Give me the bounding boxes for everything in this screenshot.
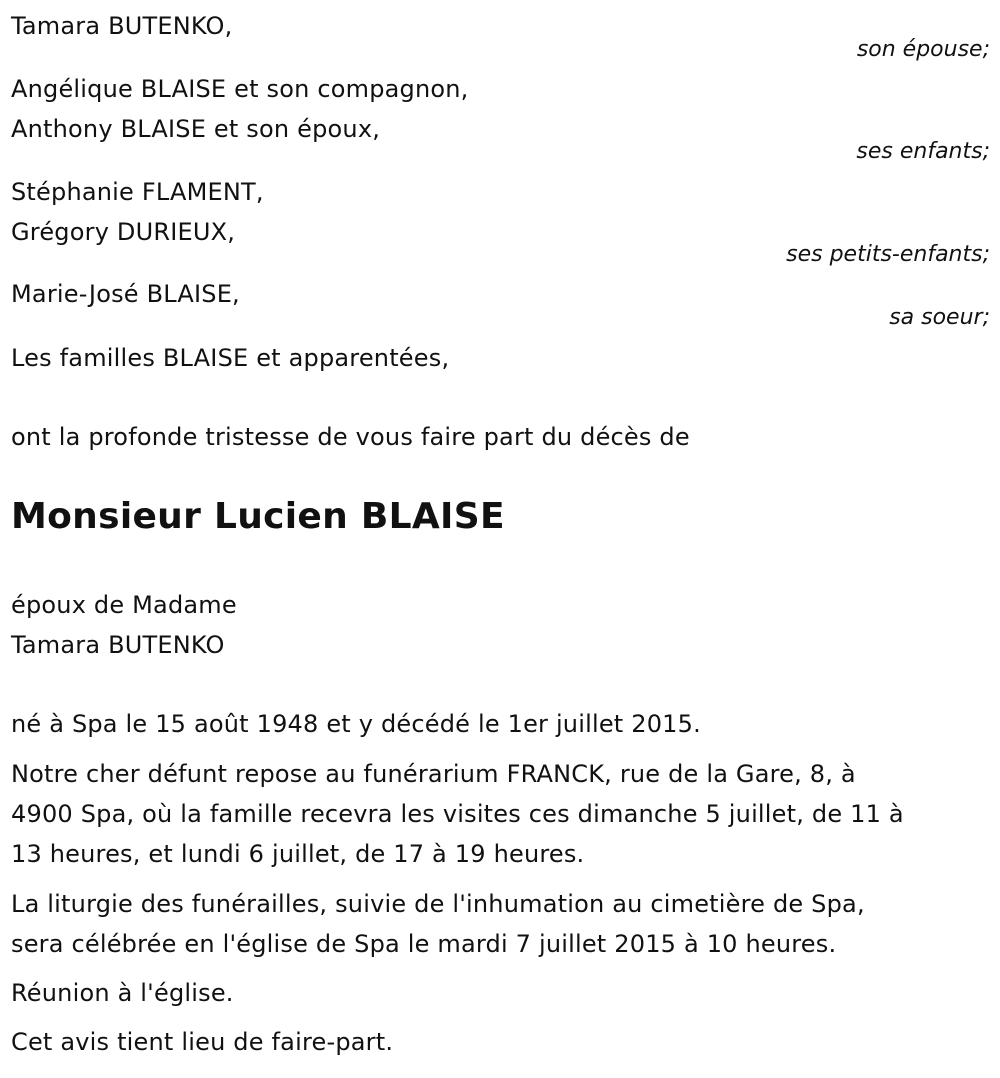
family-name-line: Angélique BLAISE et son compagnon,	[11, 75, 469, 103]
repose-line: 4900 Spa, où la famille recevra les visites ces dimanche 5 juillet, de 11 à	[11, 800, 904, 828]
family-relation: ses petits-enfants;	[786, 242, 990, 267]
deceased-name: Monsieur Lucien BLAISE	[11, 496, 505, 537]
family-name-line: Anthony BLAISE et son époux,	[11, 115, 381, 143]
liturgy-line: La liturgie des funérailles, suivie de l'inhumation au cimetière de Spa,	[11, 890, 865, 918]
family-relation: ses enfants;	[856, 139, 990, 164]
meeting-text: Réunion à l'église.	[11, 979, 234, 1007]
repose-line: Notre cher défunt repose au funérarium FRANCK, rue de la Gare, 8, à	[11, 760, 856, 788]
repose-line: 13 heures, et lundi 6 juillet, de 17 à 19 heures.	[11, 840, 585, 868]
spouse-line: époux de Madame	[11, 591, 237, 619]
closing-text: Cet avis tient lieu de faire-part.	[11, 1028, 394, 1056]
family-name-line: Grégory DURIEUX,	[11, 218, 236, 246]
family-name-line: Les familles BLAISE et apparentées,	[11, 344, 450, 372]
family-name-line: Marie-José BLAISE,	[11, 280, 240, 308]
announcement-text: ont la profonde tristesse de vous faire part du décès de	[11, 423, 690, 451]
liturgy-line: sera célébrée en l'église de Spa le mardi 7 juillet 2015 à 10 heures.	[11, 930, 837, 958]
family-relation: sa soeur;	[889, 305, 990, 330]
birth-death-text: né à Spa le 15 août 1948 et y décédé le 1er juillet 2015.	[11, 710, 701, 738]
family-relation: son épouse;	[856, 37, 990, 62]
family-name-line: Stéphanie FLAMENT,	[11, 178, 264, 206]
spouse-line: Tamara BUTENKO	[11, 631, 225, 659]
family-name-line: Tamara BUTENKO,	[11, 12, 233, 40]
